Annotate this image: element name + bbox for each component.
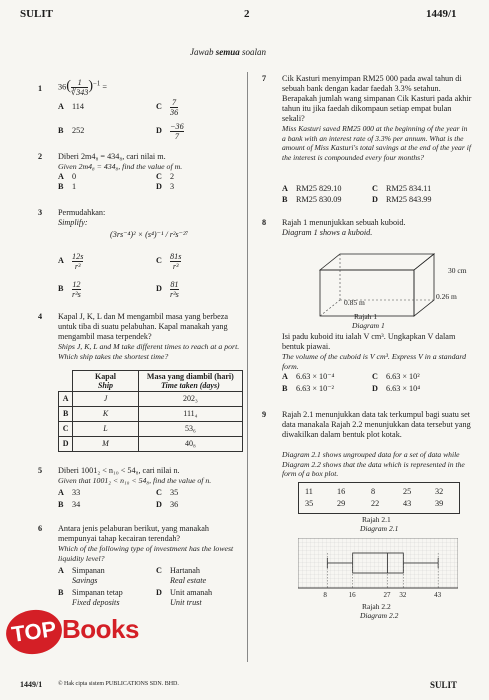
q6-option-c[interactable]: C Hartanah Real estate — [156, 566, 207, 585]
axis-tick-label: 27 — [383, 591, 391, 599]
axis-tick-label: 8 — [323, 591, 327, 599]
logo-text: Books — [62, 614, 139, 644]
q8-option-d[interactable]: D 6.63 × 10⁴ — [372, 384, 421, 393]
q8-option-c[interactable]: C 6.63 × 10² — [372, 372, 420, 381]
q6-option-d[interactable]: D Unit amanah Unit trust — [156, 588, 213, 607]
cuboid-height-label: 30 cm — [448, 266, 467, 275]
q1-expression: 36( $\frac{1}{∛343}$ )$^{-1}$ = — [58, 78, 107, 97]
cuboid-depth-label: 0.26 m — [436, 292, 457, 301]
table-row[interactable]: B K 111₄ — [59, 407, 243, 422]
q7-option-b[interactable]: B RM25 830.09 — [282, 195, 342, 204]
footer-code: 1449/1 — [20, 680, 43, 689]
q7-option-d[interactable]: D RM25 843.99 — [372, 195, 432, 204]
q5-option-c[interactable]: C 35 — [156, 488, 179, 497]
data-box: 11 16 8 25 32 35 29 22 43 39 — [298, 482, 460, 514]
axis-tick-label: 32 — [399, 591, 407, 599]
q3-option-c[interactable]: C $\frac{81s}{\text{r³}}$ — [156, 252, 182, 271]
q4-table — [58, 370, 243, 452]
q2-option-b[interactable]: B 1 — [58, 182, 77, 191]
footer-sulit: SULIT — [430, 680, 458, 690]
q3-option-a[interactable]: A $\frac{12s}{\text{r³}}$ — [58, 252, 84, 271]
footer-copyright: © Hak cipta sistem PUBLICATIONS SDN. BHD. — [58, 681, 179, 687]
q3-expression: (3rs⁻⁴)² × (s⁴)⁻¹ / r²s⁻²⁷ — [110, 230, 189, 239]
table-row[interactable]: A J 202₃ — [59, 392, 243, 407]
q6-option-a[interactable]: A Simpanan Savings — [58, 566, 105, 585]
table-row[interactable]: C L 53₆ — [59, 422, 243, 437]
cuboid-width-label: 0.85 m — [344, 298, 365, 307]
q7-option-c[interactable]: C RM25 834.11 — [372, 184, 432, 193]
q5-option-a[interactable]: A 33 — [58, 488, 81, 497]
page-number: 2 — [244, 8, 250, 20]
q2-option-c[interactable]: C 2 — [156, 172, 175, 181]
cuboid-diagram — [312, 242, 472, 336]
table-header: Kapal Ship Masa yang diambil (hari) Time taken (days) — [59, 371, 243, 392]
q3-option-d[interactable]: D $\frac{81}{\text{r³s}}$ — [156, 280, 179, 299]
q3-option-b[interactable]: B $\frac{12}{\text{r³s}}$ — [58, 280, 81, 299]
paper-code: 1449/1 — [426, 8, 457, 20]
q1-option-d[interactable]: D $\frac{-36}{7}$ — [156, 122, 184, 141]
topbooks-logo — [6, 610, 178, 666]
q2-option-a[interactable]: A 0 — [58, 172, 77, 181]
q6-option-b[interactable]: B Simpanan tetap Fixed deposits — [58, 588, 123, 607]
q7-option-a[interactable]: A RM25 829.10 — [282, 184, 342, 193]
q8-option-a[interactable]: A 6.63 × 10⁻⁴ — [282, 372, 335, 381]
q1-option-b[interactable]: B 252 — [58, 126, 85, 135]
box-plot-axis — [298, 590, 458, 600]
axis-tick-label: 43 — [434, 591, 442, 599]
axis-tick-label: 16 — [348, 591, 356, 599]
q2-option-d[interactable]: D 3 — [156, 182, 175, 191]
table-row[interactable]: D M 40₈ — [59, 437, 243, 452]
header-sulit: SULIT — [20, 8, 54, 20]
q8-option-b[interactable]: B 6.63 × 10⁻² — [282, 384, 335, 393]
q1-option-c[interactable]: C $\frac{7}{36}$ — [156, 98, 179, 117]
q5-option-b[interactable]: B 34 — [58, 500, 81, 509]
q5-option-d[interactable]: D 36 — [156, 500, 179, 509]
q1-option-a[interactable]: A 114 — [58, 102, 84, 111]
logo-badge: TOP — [3, 606, 65, 657]
instruction: Jawab semua soalan — [190, 47, 267, 57]
